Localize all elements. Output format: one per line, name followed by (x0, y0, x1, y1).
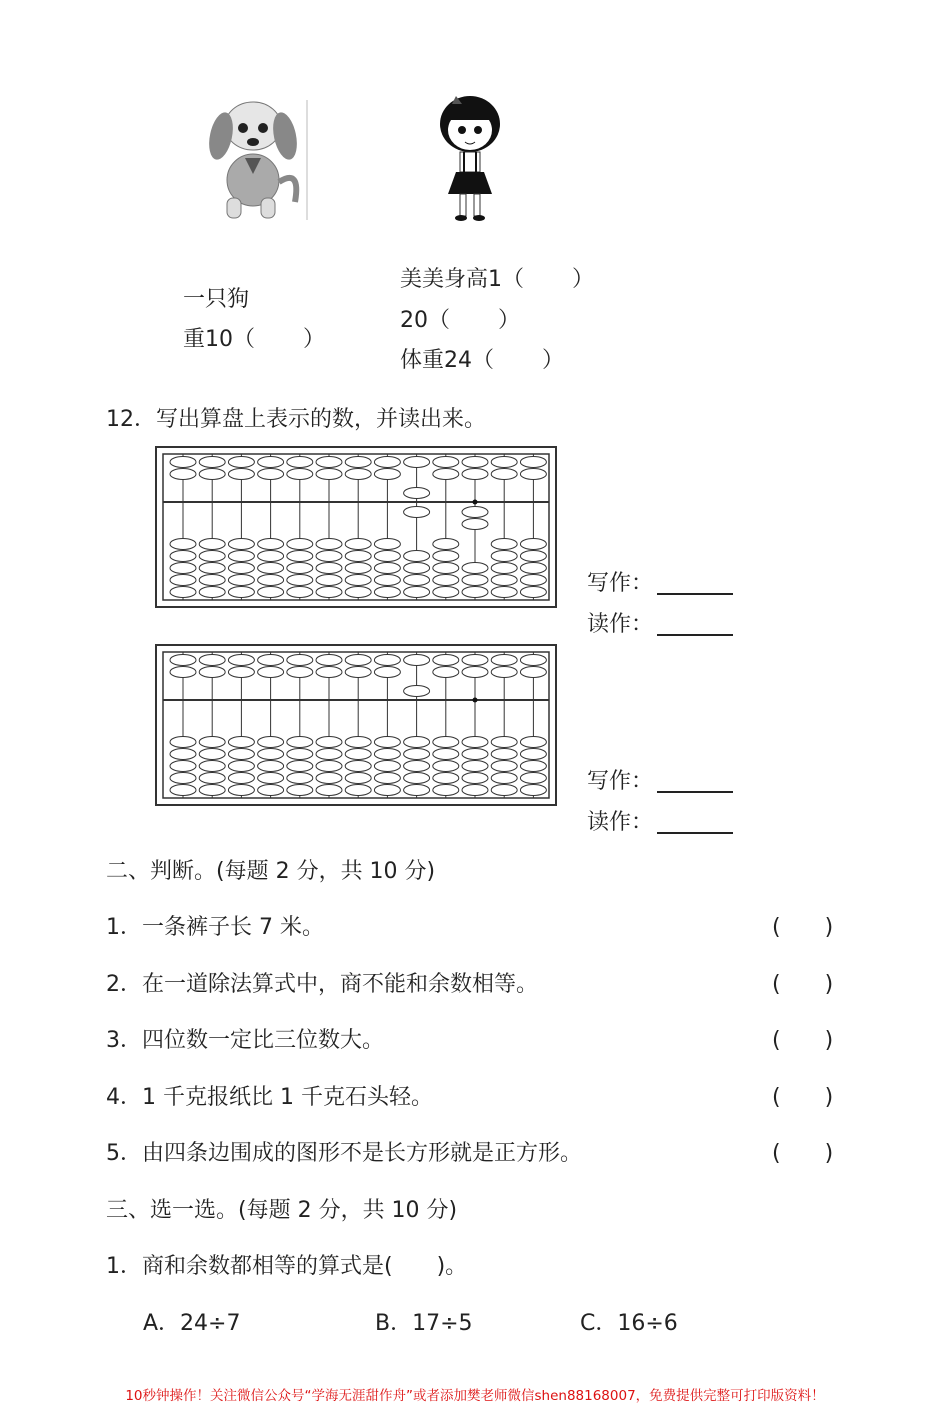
judge-item-4: 4．1 千克报纸比 1 千克石头轻。 (106, 1085, 433, 1110)
judge-item-2: 2．在一道除法算式中，商不能和余数相等。 (106, 972, 538, 997)
dog-icon (205, 98, 311, 222)
abacus1-read (587, 607, 733, 638)
section3-title: 三、选一选。(每题 2 分，共 10 分) (106, 1198, 458, 1223)
girl-height2-bracket: ） (498, 308, 521, 333)
abacus2-write (587, 764, 733, 795)
judge-item-3: 3．四位数一定比三位数大。 (106, 1028, 384, 1053)
girl-weight-line (400, 343, 564, 374)
read-label: 读作： (587, 612, 654, 637)
abacus1-read-blank[interactable] (657, 614, 733, 636)
abacus1-write (587, 566, 733, 597)
dog-illustration (205, 98, 311, 222)
judge-item-5: 5．由四条边围成的图形不是长方形就是正方形。 (106, 1141, 582, 1166)
abacus2-write-blank[interactable] (657, 771, 733, 793)
judge-answer-3[interactable]: ( ) (772, 1028, 834, 1053)
abacus-2 (155, 644, 557, 806)
choice-question-1: 1．商和余数都相等的算式是( )。 (106, 1254, 468, 1279)
judge-answer-4[interactable]: ( ) (772, 1085, 834, 1110)
girl-icon (432, 94, 508, 222)
section2-title: 二、判断。(每题 2 分，共 10 分) (106, 859, 436, 884)
abacus1-write-blank[interactable] (657, 573, 733, 595)
dog-weight-line (183, 322, 325, 353)
judge-item-1: 1．一条裤子长 7 米。 (106, 915, 324, 940)
option-b[interactable]: B．17÷5 (375, 1311, 473, 1336)
girl-height2-line (400, 303, 520, 334)
write-label: 写作： (587, 571, 654, 596)
footer-promo: 10秒钟操作！关注微信公众号“学海无涯甜作舟”或者添加樊老师微信shen88168007，免费提供完整可打印版资料！ (125, 1388, 825, 1404)
q12-title: 12．写出算盘上表示的数，并读出来。 (106, 407, 486, 432)
dog-label: 一只狗 (183, 287, 250, 312)
girl-height-line (400, 262, 594, 293)
read-label: 读作： (587, 810, 654, 835)
girl-illustration (432, 94, 508, 222)
girl-height-text: 美美身高1（ (400, 267, 524, 292)
girl-height2-text: 20（ (400, 308, 450, 333)
option-a[interactable]: A．24÷7 (143, 1311, 241, 1336)
write-label: 写作： (587, 769, 654, 794)
abacus2-read (587, 805, 733, 836)
judge-answer-5[interactable]: ( ) (772, 1141, 834, 1166)
abacus-1 (155, 446, 557, 608)
abacus2-read-blank[interactable] (657, 812, 733, 834)
dog-weight-bracket: ） (303, 327, 326, 352)
judge-answer-1[interactable]: ( ) (772, 915, 834, 940)
dog-weight-text: 重10（ (183, 327, 255, 352)
girl-weight-bracket: ） (542, 348, 565, 373)
girl-height-bracket: ） (572, 267, 595, 292)
judge-answer-2[interactable]: ( ) (772, 972, 834, 997)
option-c[interactable]: C．16÷6 (580, 1311, 678, 1336)
girl-weight-text: 体重24（ (400, 348, 494, 373)
